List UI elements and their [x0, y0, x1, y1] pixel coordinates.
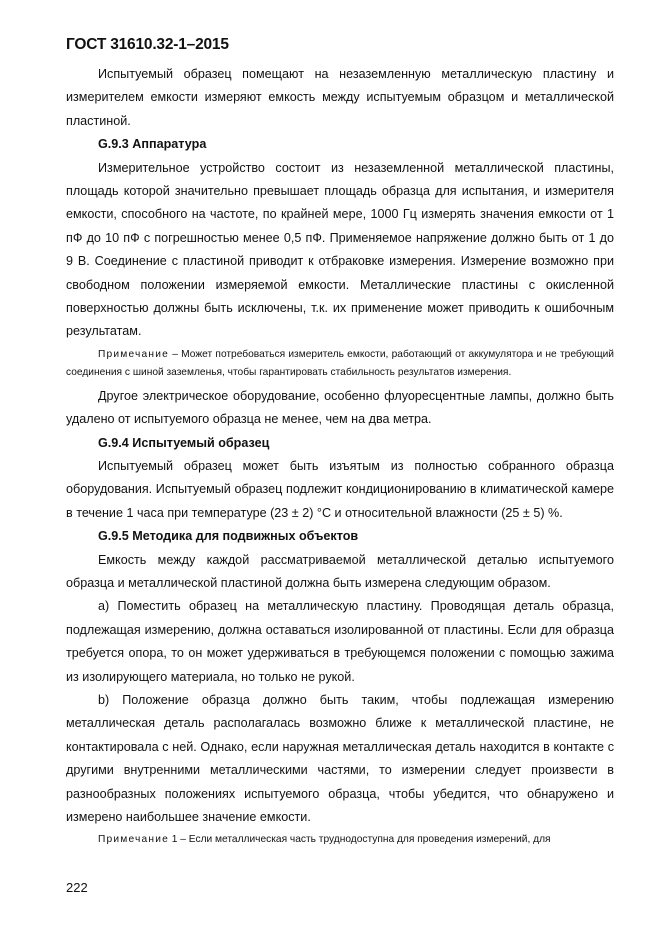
- section-heading: G.9.3 Аппаратура: [98, 137, 207, 152]
- note: [66, 346, 614, 383]
- page-number: 222: [66, 880, 88, 895]
- paragraph: Емкость между каждой рассматриваемой металлической деталью испытуемого образца и металлической пластиной должна быть измерена следующим образом.: [66, 552, 614, 590]
- document-header: ГОСТ 31610.32-1–2015: [66, 36, 229, 53]
- note-text: – Может потребоваться измеритель емкости, работающий от аккумулятора и не требующий соединения с шиной заземленья, чтобы гарантировать стабильность результатов измерения.: [66, 348, 614, 379]
- document-body: [66, 63, 614, 852]
- paragraph: Другое электрическое оборудование, особенно флуоресцентные лампы, должно быть удалено от испытуемого образца не менее, чем на два метра.: [66, 388, 614, 427]
- paragraph: а) Поместить образец на металлическую пластину. Проводящая деталь образца, подлежащая измерению, должна оставаться изолированной от пластины. Если для образца требуется опора, то он может удерживаться в требующемся положении с помощью зажима из изолирующего материала, но только не рукой.: [66, 599, 614, 684]
- paragraph: b) Положение образца должно быть таким, чтобы подлежащая измерению металлическая деталь располагалась возможно ближе к металлической пластине, не контактировала с ней. Однако, если наружная металлическая деталь находится в контакте с другими внутренними металлическими частями, то измерении следует произвести в разнообразных положениях испытуемого образца, чтобы убедится, что обнаружено и измерено наибольшее значение емкости.: [66, 692, 614, 824]
- note: [66, 831, 614, 849]
- note-label: Примечание: [98, 834, 169, 846]
- paragraph: Измерительное устройство состоит из незаземленной металлической пластины, площадь которой значительно превышает площадь образца для испытания, и измерителя емкости, способного на частоте, по крайней мере, 1000 Гц измерять значения емкости от 1 пФ до 10 пФ с погрешностью менее 0,5 пФ. Применяемое напряжение должно быть от 1 до 9 В. Соединение с пластиной приводит к отбраковке измерения. Измерение возможно при свободном положении измеряемой емкости. Металлические пластины с окисленной поверхностью должны быть исключены, т.к. их применение может приводить к ошибочным результатам.: [66, 160, 614, 339]
- note-label: Примечание: [98, 348, 169, 360]
- note-text: 1 – Если металлическая часть труднодоступна для проведения измерений, для: [168, 834, 551, 846]
- paragraph: Испытуемый образец помещают на незаземленную металлическую пластину и измерителем емкости измеряют емкость между испытуемым образцом и металлической пластиной.: [66, 67, 614, 128]
- section-heading: G.9.4 Испытуемый образец: [98, 435, 270, 450]
- section-heading: G.9.5 Методика для подвижных объектов: [98, 529, 359, 544]
- paragraph: Испытуемый образец может быть изъятым из полностью собранного образца оборудования. Испытуемый образец подлежит кондиционированию в климатической камере в течение 1 часа при температуре (23 ± 2) °С и относительной влажности (25 ± 5) %.: [66, 458, 614, 520]
